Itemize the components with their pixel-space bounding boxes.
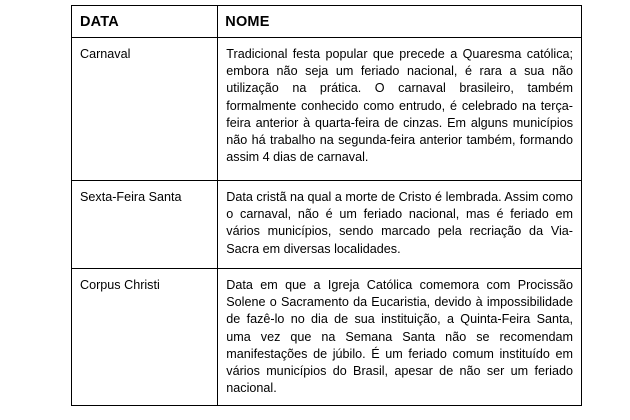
holiday-description: Tradicional festa popular que precede a Quaresma católica; embora não seja um feriado nacional, é rara a sua não utilização na prática. O carnaval brasileiro, também formalmente conhecido como entrudo, é celebrado na terça-feira anterior à quarta-feira de cinzas. Em alguns municípios não há trabalho na segunda-feira anterior também, formando assim 4 dias de carnaval. [218, 38, 582, 181]
table-row [72, 38, 582, 181]
header-nome: NOME [218, 6, 582, 38]
holiday-description: Data em que a Igreja Católica comemora com Procissão Solene o Sacramento da Eucaristia, devido à impossibilidade de fazê-lo no dia de sua instituição, a Quinta-Feira Santa, uma vez que na Semana Santa não se recomendam manifestações de júbilo. É um feriado comum instituído em vários municípios do Brasil, apesar de não ser um feriado nacional. [218, 269, 582, 406]
table-row [72, 269, 582, 406]
header-data: DATA [72, 6, 218, 38]
holiday-name: Corpus Christi [72, 269, 218, 406]
holidays-table [71, 5, 582, 406]
table-row [72, 181, 582, 269]
holiday-name: Sexta-Feira Santa [72, 181, 218, 269]
header-row [72, 6, 582, 38]
holiday-name: Carnaval [72, 38, 218, 181]
holiday-description: Data cristã na qual a morte de Cristo é lembrada. Assim como o carnaval, não é um feriado nacional, mas é feriado em vários municípios, sendo marcado pela recriação da Via-Sacra em diversas localidades. [218, 181, 582, 269]
